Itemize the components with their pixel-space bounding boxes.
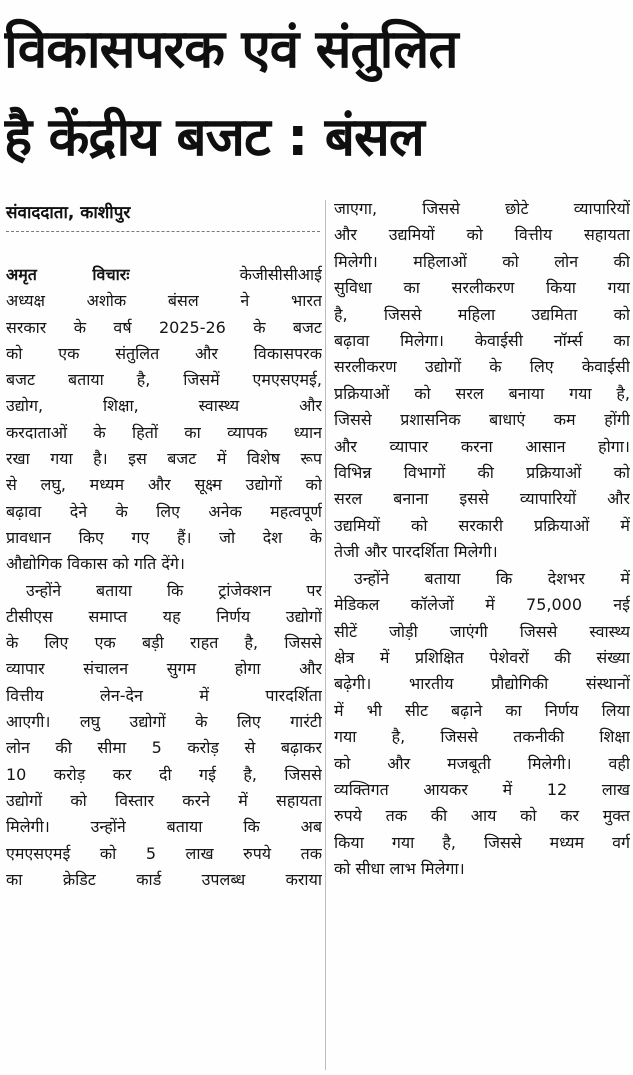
- article-line: और व्यापार करना आसान होगा।: [334, 436, 630, 456]
- article-line-text: केजीसीसीआई: [239, 265, 322, 284]
- article-line: अध्यक्ष अशोक बंसल ने भारत: [6, 291, 322, 311]
- article-line: सरकार के वर्ष 2025-26 के बजट: [6, 317, 322, 337]
- article-line: का क्रेडिट कार्ड उपलब्ध कराया: [6, 869, 322, 889]
- article-line: जिससे प्रशासनिक बाधाएं कम होंगी: [334, 410, 630, 430]
- article-line: क्षेत्र में प्रशिक्षित पेशेवरों की संख्या: [334, 647, 630, 667]
- article-line: उद्योग, शिक्षा, स्वास्थ्य और: [6, 396, 322, 416]
- article-line: उन्होंने बताया कि ट्रांजेक्शन पर: [26, 580, 322, 600]
- article-line: को सीधा लाभ मिलेगा।: [334, 859, 465, 879]
- article-line: सरल बनाना इससे व्यापारियों और: [334, 489, 630, 509]
- article-line: बजट बताया है, जिसमें एमएसएमई,: [6, 370, 322, 390]
- byline-divider: [6, 231, 320, 232]
- article-line: के लिए एक बड़ी राहत है, जिससे: [6, 633, 322, 653]
- article-line: तेजी और पारदर्शिता मिलेगी।: [334, 542, 498, 562]
- article-line: विभिन्न विभागों की प्रक्रियाओं को: [334, 463, 630, 483]
- article-headline: [4, 6, 629, 182]
- article-line: को और मजबूती मिलेगी। वही: [334, 753, 630, 773]
- article-line: व्यक्तिगत आयकर में 12 लाख: [334, 779, 630, 799]
- article-line: उन्होंने बताया कि देशभर में: [354, 568, 630, 588]
- article-line: बढ़ेगी। भारतीय प्रौद्योगिकी संस्थानों: [334, 674, 630, 694]
- article-line: किया गया है, जिससे मध्यम वर्ग: [334, 832, 630, 852]
- byline: संवाददाता, काशीपुर: [6, 203, 131, 223]
- headline-line-2: है केंद्रीय बजट : बंसल: [4, 107, 424, 168]
- article-line: प्रावधान किए गए हैं। जो देश के: [6, 527, 322, 547]
- article-column-right: [334, 196, 630, 883]
- article-column-left: [6, 262, 322, 893]
- article-line: से लघु, मध्यम और सूक्ष्म उद्योगों को: [6, 475, 322, 495]
- article-line: सीटें जोड़ी जाएंगी जिससे स्वास्थ्य: [334, 621, 630, 641]
- article-line: को एक संतुलित और विकासपरक: [6, 343, 322, 363]
- article-line: बढ़ावा देने के लिए अनेक महत्वपूर्ण: [6, 501, 322, 521]
- article-line: और उद्यमियों को वित्तीय सहायता: [334, 225, 630, 245]
- column-divider: [325, 200, 326, 1070]
- article-line: रुपये तक की आय को कर मुक्त: [334, 806, 630, 826]
- article-line: मिलेगी। उन्होंने बताया कि अब: [6, 817, 322, 837]
- article-line: बढ़ावा मिलेगा। केवाईसी नॉर्म्स का: [334, 331, 630, 351]
- article-line: जाएगा, जिससे छोटे व्यापारियों: [334, 199, 630, 218]
- article-line: करदाताओं के हितों का व्यापक ध्यान: [6, 422, 322, 442]
- article-line: वित्तीय लेन-देन में पारदर्शिता: [6, 685, 322, 705]
- article-line: है, जिससे महिला उद्यमिता को: [334, 304, 630, 324]
- article-line: मेडिकल कॉलेजों में 75,000 नई: [334, 595, 630, 615]
- article-line: 10 करोड़ कर दी गई है, जिससे: [6, 764, 322, 784]
- article-line: लोन की सीमा 5 करोड़ से बढ़ाकर: [6, 738, 322, 758]
- article-line: मिलेगी। महिलाओं को लोन की: [334, 251, 630, 271]
- article-line: में भी सीट बढ़ाने का निर्णय लिया: [334, 700, 630, 720]
- lead-label: अमृत विचारः: [6, 265, 130, 284]
- article-line: उद्यमियों को सरकारी प्रक्रियाओं में: [334, 515, 630, 535]
- article-line: आएगी। लघु उद्योगों के लिए गारंटी: [6, 712, 322, 732]
- article-line: सुविधा का सरलीकरण किया गया: [334, 278, 630, 298]
- article-line: रखा गया है। इस बजट में विशेष रूप: [6, 449, 322, 469]
- article-line: गया है, जिससे तकनीकी शिक्षा: [334, 727, 630, 747]
- article-line: उद्योगों को विस्तार करने में सहायता: [6, 790, 322, 810]
- article-line: टीसीएस समाप्त यह निर्णय उद्योगों: [6, 606, 322, 626]
- headline-line-1: विकासपरक एवं संतुलित: [4, 19, 458, 80]
- article-line: प्रक्रियाओं को सरल बनाया गया है,: [334, 383, 630, 403]
- article-line: औद्योगिक विकास को गति देंगे।: [6, 554, 185, 574]
- article-line: एमएसएमई को 5 लाख रुपये तक: [6, 843, 322, 863]
- article-line: व्यापार संचालन सुगम होगा और: [6, 659, 322, 679]
- article-line: सरलीकरण उद्योगों के लिए केवाईसी: [334, 357, 630, 377]
- article-line: [6, 262, 322, 288]
